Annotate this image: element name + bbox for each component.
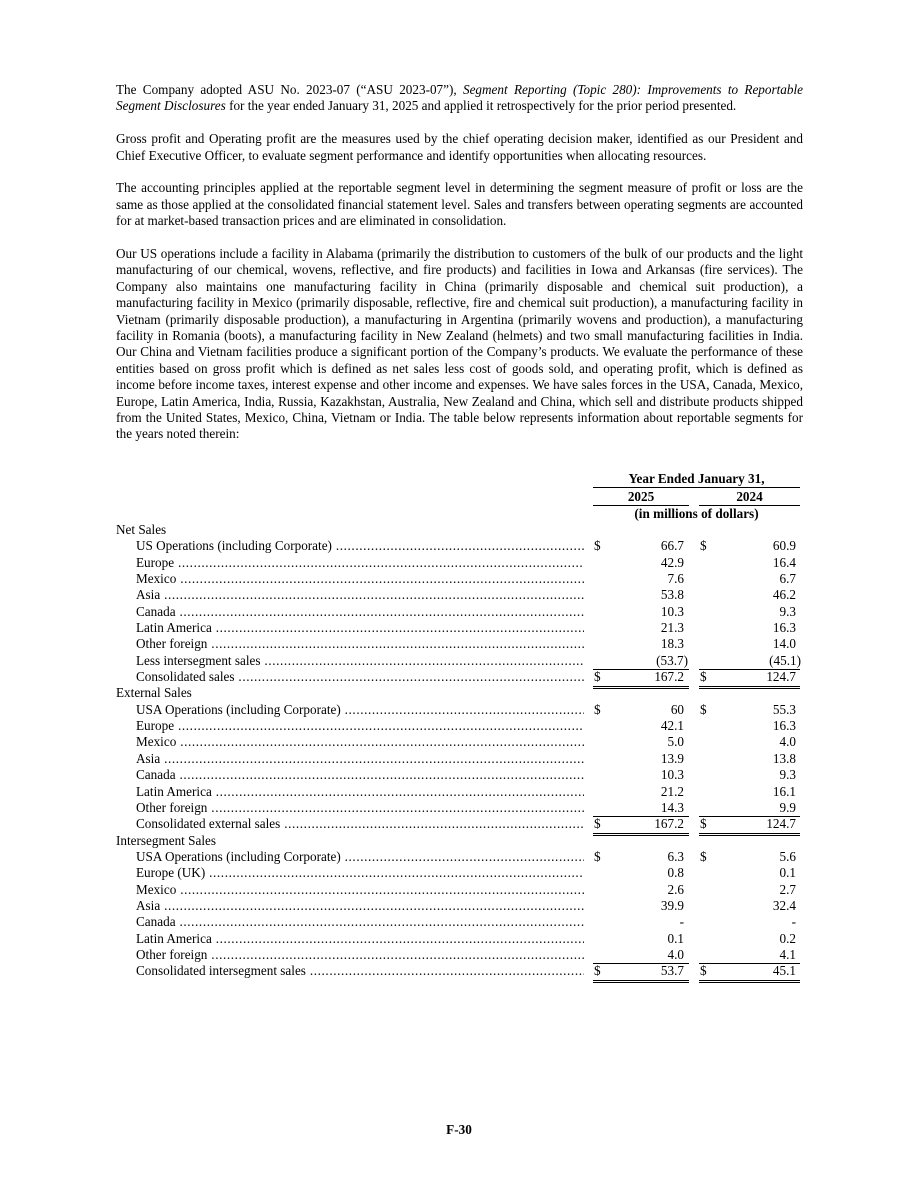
table-row bbox=[116, 931, 803, 947]
table-row bbox=[116, 849, 803, 865]
value-2025: 53.7 bbox=[660, 963, 684, 979]
value-2025: 14.3 bbox=[660, 799, 684, 815]
value-2024: - bbox=[791, 914, 796, 930]
currency-symbol: $ bbox=[594, 701, 601, 717]
row-label: Latin America ..... bbox=[136, 931, 584, 947]
paragraph-operations: Our US operations include a facility in Alabama (primarily the distribution to customers of the bulk of our products and the light manufacturing of our chemical, wovens, reflective, and fire products) and facilities in Iowa and Arkansas (fire services). The Company also maintains one manufacturing facility in China (primarily disposable and chemical suit production), a manufacturing facility in Mexico (primarily disposable, reflective, fire and chemical suit production), a manufacturing facility in Vietnam (primarily disposable production), a manufacturing in Argentina (primarily wovens and production), a manufacturing facility in Romania (boots), a manufacturing facility in New Zealand (helmets) and two small manufacturing facilities in India. Our China and Vietnam facilities produce a significant portion of the Company’s products. We evaluate the performance of these entities based on gross profit which is defined as net sales less cost of goods sold, and operating profit, which is defined as income before income taxes, interest expense and other income and expenses. We have sales forces in the USA, Canada, Mexico, Europe, Latin America, India, Russia, Kazakhstan, Australia, New Zealand and China, which sell and distribute products shipped from the United States, Mexico, China, Vietnam or India. The table below represents information about reportable segments for the years noted therein: bbox=[116, 246, 803, 442]
subtotal-rule bbox=[593, 963, 689, 964]
row-label: Other foreign ..... bbox=[136, 636, 584, 652]
value-2024: 16.3 bbox=[772, 718, 796, 734]
table-row bbox=[116, 882, 803, 898]
row-label: Consolidated intersegment sales ..... bbox=[136, 963, 584, 979]
subtotal-rule bbox=[699, 963, 800, 964]
value-2025: 0.8 bbox=[667, 865, 684, 881]
value-2024: 0.2 bbox=[779, 930, 796, 946]
row-label: Europe (UK) ..... bbox=[136, 865, 584, 881]
column-header-2024: 2024 bbox=[736, 489, 763, 504]
value-2024: 16.3 bbox=[772, 620, 796, 636]
section-heading bbox=[116, 685, 803, 701]
currency-symbol: $ bbox=[700, 848, 707, 864]
value-2024: 46.2 bbox=[772, 587, 796, 603]
row-label: US Operations (including Corporate) ..... bbox=[136, 538, 584, 554]
value-2025: 42.1 bbox=[660, 718, 684, 734]
value-2024: 2.7 bbox=[779, 881, 796, 897]
currency-symbol: $ bbox=[700, 538, 707, 554]
paragraph-asu-adoption: The Company adopted ASU No. 2023-07 (“ASU 2023-07”), Segment Reporting (Topic 280): Improvements to Reportable Segment Disclosures for the year ended January 31, 2025 and applied it retrospectively for the prior period presented. bbox=[116, 82, 803, 114]
table-body bbox=[116, 522, 803, 980]
row-label: Other foreign ..... bbox=[136, 947, 584, 963]
currency-symbol: $ bbox=[594, 816, 601, 832]
row-label: Less intersegment sales ..... bbox=[136, 653, 584, 669]
table-row bbox=[116, 751, 803, 767]
table-row bbox=[116, 865, 803, 881]
value-2024: 60.9 bbox=[772, 538, 796, 554]
currency-symbol: $ bbox=[594, 538, 601, 554]
value-2025: 7.6 bbox=[667, 571, 684, 587]
total-double-rule bbox=[593, 978, 689, 983]
row-label: Latin America ..... bbox=[136, 784, 584, 800]
row-label: Latin America ..... bbox=[136, 620, 584, 636]
row-label: Canada ..... bbox=[136, 604, 584, 620]
value-2024: 45.1 bbox=[772, 963, 796, 979]
value-2025: (53.7) bbox=[656, 652, 688, 668]
section-title: External Sales bbox=[116, 685, 192, 701]
value-2025: 6.3 bbox=[667, 848, 684, 864]
value-2025: 18.3 bbox=[660, 636, 684, 652]
total-row bbox=[116, 816, 803, 832]
value-2024: 9.3 bbox=[779, 603, 796, 619]
table-row bbox=[116, 538, 803, 554]
value-2024: 32.4 bbox=[772, 897, 796, 913]
header-rule bbox=[593, 487, 800, 488]
value-2025: 66.7 bbox=[660, 538, 684, 554]
currency-symbol: $ bbox=[700, 701, 707, 717]
section-title: Net Sales bbox=[116, 522, 167, 537]
table-row bbox=[116, 571, 803, 587]
section-heading bbox=[116, 833, 803, 849]
value-2025: 10.3 bbox=[660, 603, 684, 619]
row-label: Mexico ..... bbox=[136, 734, 584, 750]
table-row bbox=[116, 636, 803, 652]
section-title: Intersegment Sales bbox=[116, 832, 216, 848]
table-row bbox=[116, 947, 803, 963]
table-period-header: Year Ended January 31, bbox=[628, 471, 765, 486]
total-row bbox=[116, 669, 803, 685]
subtotal-rule bbox=[593, 816, 689, 817]
value-2024: 4.0 bbox=[779, 734, 796, 750]
value-2025: 21.2 bbox=[660, 783, 684, 799]
row-label: Mexico ..... bbox=[136, 571, 584, 587]
column-header-2025: 2025 bbox=[627, 489, 655, 504]
table-row bbox=[116, 604, 803, 620]
row-label: Asia ..... bbox=[136, 587, 584, 603]
row-label: Asia ..... bbox=[136, 751, 584, 767]
total-double-rule bbox=[699, 978, 800, 983]
row-label: USA Operations (including Corporate) ..... bbox=[136, 849, 584, 865]
currency-symbol: $ bbox=[700, 669, 707, 685]
value-2025: 0.1 bbox=[667, 930, 684, 946]
table-row bbox=[116, 718, 803, 734]
paragraph-profit-measures: Gross profit and Operating profit are the measures used by the chief operating decision maker, identified as our President and Chief Executive Officer, to evaluate segment performance and identify opportunities when allocating resources. bbox=[116, 131, 803, 163]
value-2025: 42.9 bbox=[660, 554, 684, 570]
subtotal-rule bbox=[699, 669, 800, 670]
value-2025: 21.3 bbox=[660, 620, 684, 636]
row-label: Europe ..... bbox=[136, 718, 584, 734]
row-label: Other foreign ..... bbox=[136, 800, 584, 816]
row-label: Canada ..... bbox=[136, 767, 584, 783]
table-row bbox=[116, 898, 803, 914]
page-number: F-30 bbox=[446, 1122, 472, 1137]
table-row bbox=[116, 587, 803, 603]
value-2025: 5.0 bbox=[667, 734, 684, 750]
value-2025: 39.9 bbox=[660, 897, 684, 913]
value-2024: 9.3 bbox=[779, 767, 796, 783]
row-label: Asia ..... bbox=[136, 898, 584, 914]
currency-symbol: $ bbox=[700, 963, 707, 979]
value-2024: 16.4 bbox=[772, 554, 796, 570]
paragraph-accounting-principles: The accounting principles applied at the reportable segment level in determining the segment measure of profit or loss are the same as those applied at the consolidated financial statement level. Sales and transfers between operating segments are accounted for at market-based transaction prices and are eliminated in consolidation. bbox=[116, 180, 803, 229]
value-2025: 167.2 bbox=[654, 669, 684, 685]
table-row bbox=[116, 800, 803, 816]
value-2025: 2.6 bbox=[667, 881, 684, 897]
value-2024: 13.8 bbox=[772, 750, 796, 766]
value-2025: 53.8 bbox=[660, 587, 684, 603]
value-2025: 4.0 bbox=[667, 946, 684, 962]
subtotal-rule bbox=[593, 669, 689, 670]
row-label: USA Operations (including Corporate) ..... bbox=[136, 702, 584, 718]
section-heading bbox=[116, 522, 803, 538]
total-row bbox=[116, 963, 803, 979]
currency-symbol: $ bbox=[594, 963, 601, 979]
table-row bbox=[116, 653, 803, 669]
value-2025: 167.2 bbox=[654, 816, 684, 832]
table-row bbox=[116, 784, 803, 800]
currency-symbol: $ bbox=[700, 816, 707, 832]
currency-symbol: $ bbox=[594, 848, 601, 864]
value-2025: 60 bbox=[670, 701, 684, 717]
table-row bbox=[116, 702, 803, 718]
value-2024: 9.9 bbox=[779, 799, 796, 815]
value-2024: 124.7 bbox=[766, 816, 796, 832]
row-label: Consolidated external sales ..... bbox=[136, 816, 584, 832]
value-2024: 0.1 bbox=[779, 865, 796, 881]
table-row bbox=[116, 767, 803, 783]
value-2024: 55.3 bbox=[772, 701, 796, 717]
subtotal-rule bbox=[699, 816, 800, 817]
value-2024: 5.6 bbox=[779, 848, 796, 864]
table-row bbox=[116, 555, 803, 571]
value-2024: 124.7 bbox=[766, 669, 796, 685]
row-label: Mexico ..... bbox=[136, 882, 584, 898]
table-row bbox=[116, 734, 803, 750]
row-label: Europe ..... bbox=[136, 555, 584, 571]
table-unit-note: (in millions of dollars) bbox=[634, 506, 759, 521]
table-row bbox=[116, 914, 803, 930]
value-2024: (45.1) bbox=[769, 652, 801, 668]
row-label: Consolidated sales ..... bbox=[136, 669, 584, 685]
value-2024: 6.7 bbox=[779, 571, 796, 587]
currency-symbol: $ bbox=[594, 669, 601, 685]
row-label: Canada ..... bbox=[136, 914, 584, 930]
value-2025: - bbox=[679, 914, 684, 930]
body-text bbox=[116, 82, 803, 449]
value-2025: 10.3 bbox=[660, 767, 684, 783]
value-2024: 16.1 bbox=[772, 783, 796, 799]
value-2025: 13.9 bbox=[660, 750, 684, 766]
table-row bbox=[116, 620, 803, 636]
value-2024: 4.1 bbox=[779, 946, 796, 962]
value-2024: 14.0 bbox=[772, 636, 796, 652]
standard-title: Segment Reporting (Topic 280): Improvements to Reportable Segment Disclosures bbox=[116, 82, 803, 114]
